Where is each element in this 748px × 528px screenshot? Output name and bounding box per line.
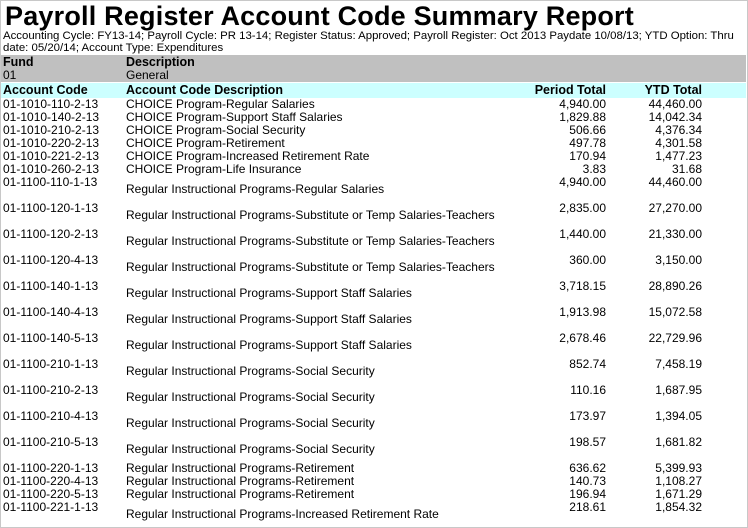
table-row bbox=[1, 98, 746, 111]
table-row bbox=[1, 254, 746, 280]
period-total: 1,913.98 bbox=[559, 305, 606, 319]
column-headers bbox=[1, 83, 746, 98]
period-total: 506.66 bbox=[569, 123, 606, 137]
period-total: 1,440.00 bbox=[559, 227, 606, 241]
ytd-total: 1,681.82 bbox=[655, 435, 702, 449]
table-row bbox=[1, 475, 746, 488]
ytd-total: 27,270.00 bbox=[648, 201, 702, 215]
account-description: Regular Instructional Programs-Social Security bbox=[126, 416, 375, 430]
table-row bbox=[1, 202, 746, 228]
account-description: Regular Instructional Programs-Substitute or Temp Salaries-Teachers bbox=[126, 260, 495, 274]
table-row bbox=[1, 150, 746, 163]
account-description: Regular Instructional Programs-Substitute or Temp Salaries-Teachers bbox=[126, 234, 495, 248]
ytd-total: 21,330.00 bbox=[648, 227, 702, 241]
table-row bbox=[1, 280, 746, 306]
ytd-total: 28,890.26 bbox=[648, 279, 702, 293]
account-code: 01-1010-220-2-13 bbox=[3, 136, 100, 150]
account-code: 01-1100-110-1-13 bbox=[3, 175, 98, 189]
ytd-total: 3,150.00 bbox=[655, 253, 702, 267]
account-description: CHOICE Program-Social Security bbox=[126, 123, 306, 137]
account-description: Regular Instructional Programs-Retirement bbox=[126, 487, 355, 501]
table-row bbox=[1, 306, 746, 332]
period-total: 110.16 bbox=[570, 383, 606, 397]
table-row bbox=[1, 436, 746, 462]
period-total: 3.83 bbox=[582, 162, 606, 176]
ytd-total: 44,460.00 bbox=[648, 97, 702, 111]
ytd-total: 44,460.00 bbox=[648, 175, 702, 189]
table-row bbox=[1, 137, 746, 150]
period-total: 4,940.00 bbox=[559, 97, 606, 111]
account-code: 01-1010-260-2-13 bbox=[3, 162, 100, 176]
ytd-total: 7,458.19 bbox=[655, 357, 702, 371]
account-description: Regular Instructional Programs-Retirement bbox=[126, 474, 355, 488]
period-total: 2,678.46 bbox=[559, 331, 606, 345]
account-code: 01-1100-210-4-13 bbox=[3, 409, 99, 423]
period-total: 3,718.15 bbox=[559, 279, 606, 293]
ytd-total: 15,072.58 bbox=[648, 305, 702, 319]
ytd-total: 31.68 bbox=[671, 162, 702, 176]
ytd-total: 1,854.32 bbox=[655, 500, 702, 514]
account-description: Regular Instructional Programs-Retirement bbox=[126, 461, 355, 475]
table-row bbox=[1, 358, 746, 384]
account-code: 01-1100-140-4-13 bbox=[3, 305, 99, 319]
account-code: 01-1100-140-1-13 bbox=[3, 279, 99, 293]
ytd-total: 1,394.05 bbox=[655, 409, 702, 423]
period-total: 173.97 bbox=[569, 409, 606, 423]
table-row bbox=[1, 228, 746, 254]
period-total: 1,829.88 bbox=[559, 110, 606, 124]
account-description: Regular Instructional Programs-Increased Retirement Rate bbox=[126, 507, 439, 521]
account-code: 01-1100-120-2-13 bbox=[3, 227, 99, 241]
fund-section bbox=[1, 55, 746, 82]
account-code: 01-1100-220-4-13 bbox=[3, 474, 99, 488]
fund-value: 01 bbox=[3, 68, 17, 82]
account-description: Regular Instructional Programs-Regular Salaries bbox=[126, 182, 385, 196]
period-total: 140.73 bbox=[569, 474, 606, 488]
account-code: 01-1010-210-2-13 bbox=[3, 123, 100, 137]
account-code: 01-1100-220-1-13 bbox=[3, 461, 99, 475]
account-code: 01-1100-140-5-13 bbox=[3, 331, 99, 345]
account-code: 01-1100-210-1-13 bbox=[3, 357, 99, 371]
period-total: 852.74 bbox=[569, 357, 606, 371]
ytd-total: 22,729.96 bbox=[648, 331, 702, 345]
account-code: 01-1010-221-2-13 bbox=[3, 149, 100, 163]
account-description: CHOICE Program-Regular Salaries bbox=[126, 97, 315, 111]
col-description: Account Code Description bbox=[126, 83, 283, 97]
period-total: 497.78 bbox=[569, 136, 606, 150]
account-code: 01-1010-110-2-13 bbox=[3, 97, 99, 111]
account-code: 01-1100-120-4-13 bbox=[3, 253, 99, 267]
account-code: 01-1100-210-2-13 bbox=[3, 383, 99, 397]
account-code: 01-1100-220-5-13 bbox=[3, 487, 99, 501]
ytd-total: 5,399.93 bbox=[655, 461, 702, 475]
period-total: 2,835.00 bbox=[559, 201, 606, 215]
account-description: Regular Instructional Programs-Substitute or Temp Salaries-Teachers bbox=[126, 208, 495, 222]
table-row bbox=[1, 462, 746, 475]
ytd-total: 1,671.29 bbox=[655, 487, 702, 501]
col-account-code: Account Code bbox=[3, 83, 88, 97]
table-row bbox=[1, 410, 746, 436]
table-row bbox=[1, 501, 746, 527]
table-row bbox=[1, 176, 746, 202]
account-description: Regular Instructional Programs-Support Staff Salaries bbox=[126, 338, 412, 352]
account-code: 01-1100-210-5-13 bbox=[3, 435, 99, 449]
fund-description: General bbox=[126, 68, 169, 82]
ytd-total: 4,301.58 bbox=[655, 136, 702, 150]
period-total: 218.61 bbox=[569, 500, 606, 514]
report-title: Payroll Register Account Code Summary Report bbox=[5, 1, 634, 31]
ytd-total: 14,042.34 bbox=[648, 110, 702, 124]
table-row bbox=[1, 384, 746, 410]
ytd-total: 1,687.95 bbox=[655, 383, 702, 397]
table-row bbox=[1, 111, 746, 124]
account-code: 01-1100-221-1-13 bbox=[3, 500, 99, 514]
account-description: CHOICE Program-Increased Retirement Rate bbox=[126, 149, 370, 163]
col-period-total: Period Total bbox=[534, 83, 606, 97]
account-description: Regular Instructional Programs-Support Staff Salaries bbox=[126, 312, 412, 326]
ytd-total: 4,376.34 bbox=[655, 123, 702, 137]
account-description: CHOICE Program-Support Staff Salaries bbox=[126, 110, 343, 124]
report-parameters: Accounting Cycle: FY13-14; Payroll Cycle: PR 13-14; Register Status: Approved; Payroll Register: Oct 2013 Paydate 10/08/13; YTD Option: Thru date: 05/20/14; Account Type: Expenditures bbox=[3, 30, 734, 54]
period-total: 360.00 bbox=[569, 253, 606, 267]
ytd-total: 1,108.27 bbox=[655, 474, 702, 488]
account-code: 01-1100-120-1-13 bbox=[3, 201, 99, 215]
col-ytd-total: YTD Total bbox=[644, 83, 702, 97]
account-description: Regular Instructional Programs-Social Security bbox=[126, 390, 375, 404]
period-total: 170.94 bbox=[569, 149, 606, 163]
account-description: Regular Instructional Programs-Social Security bbox=[126, 364, 375, 378]
period-total: 198.57 bbox=[569, 435, 606, 449]
table-row bbox=[1, 488, 746, 501]
account-rows bbox=[1, 98, 746, 527]
period-total: 636.62 bbox=[569, 461, 606, 475]
table-row bbox=[1, 124, 746, 137]
table-row bbox=[1, 163, 746, 176]
account-description: Regular Instructional Programs-Social Security bbox=[126, 442, 375, 456]
account-code: 01-1010-140-2-13 bbox=[3, 110, 100, 124]
table-row bbox=[1, 332, 746, 358]
period-total: 196.94 bbox=[569, 487, 606, 501]
period-total: 4,940.00 bbox=[559, 175, 606, 189]
account-description: CHOICE Program-Retirement bbox=[126, 136, 285, 150]
fund-header: Fund bbox=[3, 55, 34, 69]
description-header: Description bbox=[126, 55, 195, 69]
account-description: CHOICE Program-Life Insurance bbox=[126, 162, 302, 176]
ytd-total: 1,477.23 bbox=[655, 149, 702, 163]
account-description: Regular Instructional Programs-Support Staff Salaries bbox=[126, 286, 412, 300]
